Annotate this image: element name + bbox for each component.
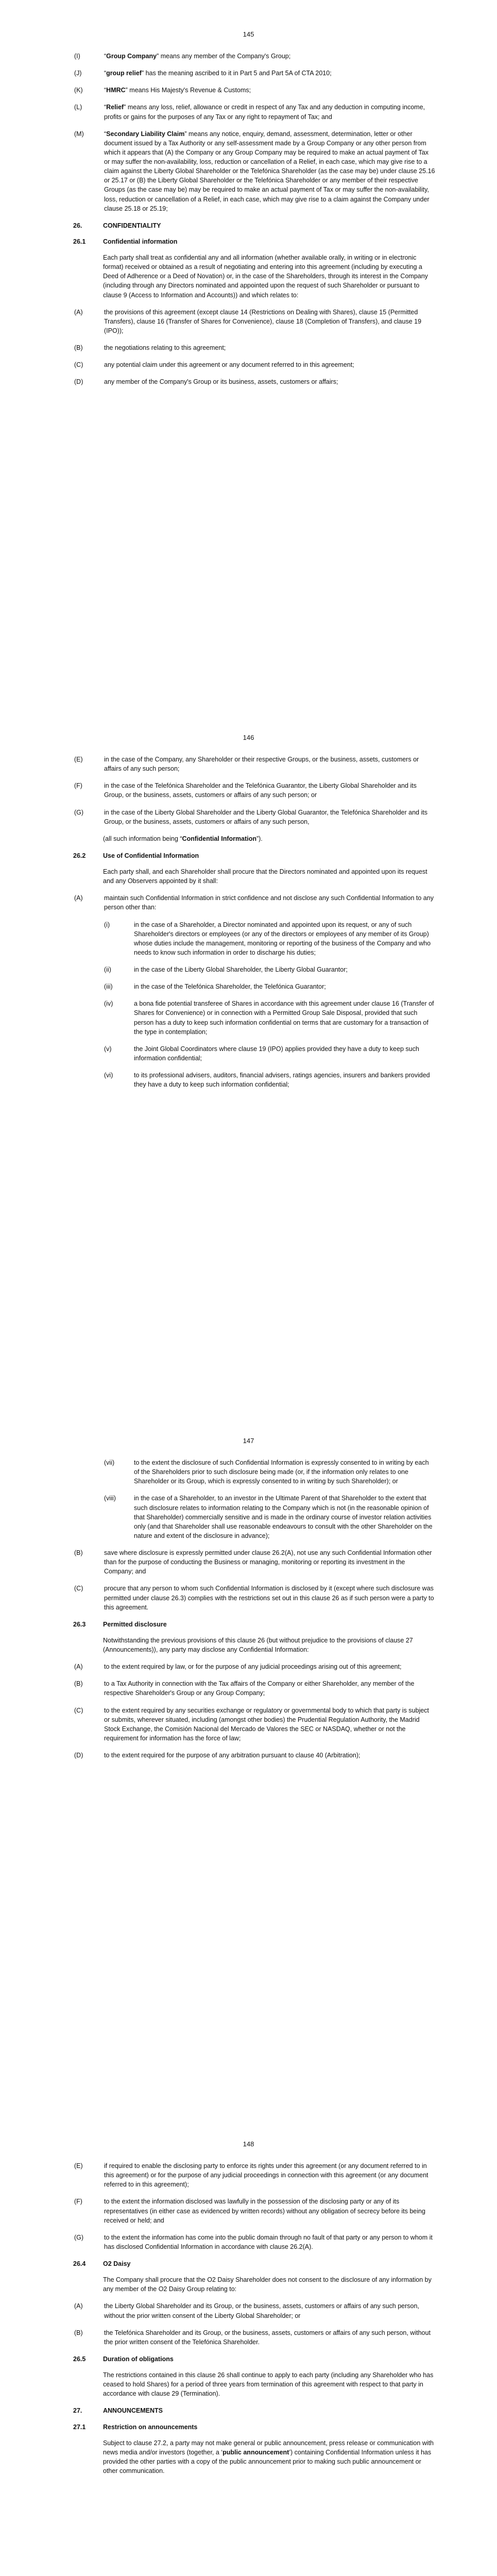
item-text: a bona fide potential transferee of Shares in accordance with this agreement under clause 16 (Transfer of Shares for Convenience) or in connection with a Permitted Group Sale Disposal, provided that such person has a duty to keep such information confidential on terms that are customary for a transaction of the type in contemplation; bbox=[134, 1000, 434, 1036]
item-label: (E) bbox=[74, 2162, 83, 2170]
item-text: in the case of the Company, any Shareholder or their respective Groups, or the business, assets, customers or affairs of any such person; bbox=[104, 756, 419, 773]
clause-paragraph: Each party shall treat as confidential any and all information (whether available orally, in writing or in electronic format) received or obtained as a result of negotiating and entering into this agreement (including by executing a Deed of Adherence or a Deed of Novation) or, in the case of the Shareholders, through its interest in the Company (including through any Directors nominated and appointed upon the request of such Shareholder or pursuant to clause 9 (Access to Information and Accounts)) and which relates to: bbox=[103, 254, 428, 299]
item-label: (ii) bbox=[104, 966, 111, 973]
clause-heading bbox=[73, 1620, 435, 1629]
item-text bbox=[104, 52, 435, 61]
page-body bbox=[73, 2161, 435, 2476]
list-item bbox=[73, 1679, 435, 1698]
item-text: to a Tax Authority in connection with the Tax affairs of the Company or either Shareholder, any member of the respective Shareholder's Group or any Group Company; bbox=[104, 1680, 415, 1697]
paragraph-text: (all such information being “ bbox=[103, 835, 182, 842]
sub-item bbox=[103, 1071, 435, 1089]
list-item bbox=[73, 69, 435, 78]
item-label: (B) bbox=[74, 344, 83, 351]
item-label: (C) bbox=[74, 1585, 83, 1592]
page-body bbox=[73, 1458, 435, 1760]
list-item bbox=[73, 1662, 435, 1671]
item-label: (vii) bbox=[104, 1459, 115, 1466]
list-item bbox=[73, 2161, 435, 2189]
item-text-part: ” means any loss, relief, allowance or credit in respect of any Tax and any deduction in computing income, profits or gains for the purposes of any Tax or any right to repayment of Tax; and bbox=[104, 104, 425, 121]
list-item bbox=[73, 2197, 435, 2225]
list-item bbox=[73, 103, 435, 121]
item-label: (i) bbox=[104, 921, 110, 928]
list-item bbox=[73, 308, 435, 335]
item-label: (F) bbox=[74, 782, 82, 790]
defined-term: group relief bbox=[106, 70, 142, 77]
clause-heading bbox=[73, 2406, 435, 2415]
clause-title: O2 Daisy bbox=[103, 2260, 131, 2267]
list-item bbox=[73, 52, 435, 61]
document-page bbox=[0, 1406, 497, 2110]
item-label: (G) bbox=[74, 2233, 84, 2241]
item-text: the Joint Global Coordinators where clause 19 (IPO) applies provided they have a duty to keep such information confidential; bbox=[134, 1045, 419, 1062]
item-label: (D) bbox=[74, 1752, 83, 1759]
item-text bbox=[104, 103, 435, 121]
item-text bbox=[104, 129, 435, 213]
item-text-part: ” means any notice, enquiry, demand, assessment, determination, letter or other document issued by a Tax Authority or any self-assessment made by a Group Company or any other person from which it appears that (A) the Company or any Group Company may be required to make an actual payment of Tax or may suffer the non-availability, loss, reduction or cancellation of a Relief, in each case, which may give rise to a claim against the Liberty Global Shareholder or the Telefónica Shareholder (as the case may be) under clause 25.16 or 25.17 or (B) the Liberty Global Shareholder or the Telefónica Shareholder or any member of their respective Groups (as the case may be) may be required to make an actual payment of Tax or may suffer the non-availability, loss, reduction or cancellation of a Relief, in each case, which may give rise to a claim against the Company under clause 25.18 or 25.19; bbox=[104, 130, 435, 212]
list-item bbox=[73, 1706, 435, 1743]
item-label: (A) bbox=[74, 894, 83, 902]
item-text-part: ” means His Majesty's Revenue & Customs; bbox=[125, 87, 251, 94]
item-text: the Liberty Global Shareholder and its Group, or the business, assets, customers or affairs of any such person, without the prior written consent of the Liberty Global Shareholder; or bbox=[104, 2302, 419, 2319]
item-label: (B) bbox=[74, 1549, 83, 1556]
sub-item bbox=[103, 999, 435, 1037]
item-text-part: ” has the meaning ascribed to it in Part 5 and Part 5A of CTA 2010; bbox=[141, 70, 332, 77]
item-label: (A) bbox=[74, 308, 83, 316]
item-text: in the case of the Telefónica Shareholder and the Telefónica Guarantor, the Liberty Global Shareholder and its Group, or the business, assets, customers or affairs of any such person; or bbox=[104, 782, 417, 799]
clause-paragraph bbox=[103, 2438, 435, 2476]
item-text: the Telefónica Shareholder and its Group, or the business, assets, customers or affairs of any such person, without the prior written consent of the Telefónica Shareholder. bbox=[104, 2329, 431, 2346]
paragraph-text: ’) containing Confidential Information unless it has provided the other parties with a copy of the public announcement prior to making such public announcement or other communication. bbox=[103, 2448, 432, 2475]
list-item bbox=[73, 781, 435, 800]
page-body bbox=[73, 52, 435, 386]
list-item bbox=[73, 129, 435, 213]
list-item bbox=[73, 86, 435, 95]
item-text-part: “ bbox=[104, 104, 107, 111]
clause-number: 26.4 bbox=[73, 2260, 86, 2267]
clause-heading bbox=[73, 2259, 435, 2268]
clause-title: Use of Confidential Information bbox=[103, 852, 199, 859]
defined-term: Confidential Information bbox=[182, 835, 256, 842]
item-text: to the extent required for the purpose of any arbitration pursuant to clause 40 (Arbitration); bbox=[104, 1752, 361, 1759]
defined-term: public announcement bbox=[222, 2448, 289, 2456]
item-text: any potential claim under this agreement or any document referred to in this agreement; bbox=[104, 361, 354, 369]
item-label: (K) bbox=[74, 87, 83, 94]
list-item bbox=[73, 343, 435, 352]
item-label: (iii) bbox=[104, 983, 113, 991]
sub-item bbox=[103, 1494, 435, 1540]
item-label: (L) bbox=[74, 104, 82, 111]
item-label: (B) bbox=[74, 2329, 83, 2336]
defined-term: Group Company bbox=[106, 53, 157, 60]
list-item bbox=[73, 893, 435, 912]
defined-term: HMRC bbox=[106, 87, 126, 94]
item-text: the negotiations relating to this agreement; bbox=[104, 344, 226, 351]
item-text-part: “ bbox=[104, 53, 107, 60]
item-text-part: “ bbox=[104, 70, 107, 77]
item-label: (I) bbox=[74, 53, 80, 60]
clause-heading bbox=[73, 851, 435, 860]
list-item bbox=[73, 1548, 435, 1576]
item-text-part: “ bbox=[104, 130, 107, 138]
clause-heading bbox=[73, 237, 435, 246]
list-item bbox=[73, 2301, 435, 2320]
item-label: (viii) bbox=[104, 1495, 116, 1502]
item-text bbox=[104, 69, 435, 78]
page-body bbox=[73, 755, 435, 1089]
item-label: (vi) bbox=[104, 1072, 113, 1079]
item-text: in the case of a Shareholder, a Director nominated and appointed upon its request, or any of such Shareholder's directors or employees (or any of the directors or employees of any member of its Group) whose duties include the management, monitoring or reporting of the business of the Company and who needs to know such information in order to discharge his duties; bbox=[134, 921, 431, 956]
page-number: 147 bbox=[243, 1437, 254, 1445]
list-item bbox=[73, 360, 435, 369]
item-text: to the extent required by law, or for the purpose of any judicial proceedings arising out of this agreement; bbox=[104, 1663, 402, 1671]
clause-number: 26.2 bbox=[73, 852, 86, 859]
defined-term: Relief bbox=[106, 104, 124, 111]
clause-number: 26.5 bbox=[73, 2355, 86, 2363]
item-label: (A) bbox=[74, 1663, 83, 1671]
item-text-part: ” means any member of the Company's Group; bbox=[157, 53, 291, 60]
clause-title: Permitted disclosure bbox=[103, 1620, 167, 1628]
clause-number: 27. bbox=[73, 2407, 82, 2415]
item-label: (B) bbox=[74, 1680, 83, 1688]
item-text bbox=[104, 86, 435, 95]
item-text: to the extent the information disclosed was lawfully in the possession of the disclosing party or any of its representatives (in either case as evidenced by written records) without any obligation of secrecy before its being received or held; and bbox=[104, 2198, 425, 2224]
item-label: (J) bbox=[74, 70, 82, 77]
item-label: (v) bbox=[104, 1045, 112, 1053]
item-text: the provisions of this agreement (except clause 14 (Restrictions on Dealing with Shares), clause 15 (Permitted Transfers), clause 16 (Transfer of Shares for Convenience), clause 18 (Completion of Transfers), and clause 19 (IPO)); bbox=[104, 308, 422, 334]
clause-title: ANNOUNCEMENTS bbox=[103, 2407, 163, 2415]
clause-number: 26. bbox=[73, 222, 82, 229]
list-item bbox=[73, 1751, 435, 1760]
sub-item bbox=[103, 920, 435, 958]
list-item bbox=[73, 2233, 435, 2251]
page-number: 145 bbox=[243, 30, 254, 38]
item-text-part: “ bbox=[104, 87, 107, 94]
clause-number: 26.3 bbox=[73, 1620, 86, 1628]
clause-paragraph: The Company shall procure that the O2 Daisy Shareholder does not consent to the disclosure of any information by any member of the O2 Daisy Group relating to: bbox=[103, 2276, 432, 2293]
item-label: (F) bbox=[74, 2198, 82, 2206]
clause-heading bbox=[73, 221, 435, 230]
list-item bbox=[73, 2328, 435, 2347]
item-text: save where disclosure is expressly permitted under clause 26.2(A), not use any such Confidential Information other than for the purpose of conducting the Business or managing, monitoring or reporting its investment in the Company; and bbox=[104, 1549, 432, 1575]
sub-item bbox=[103, 1458, 435, 1486]
sub-item bbox=[103, 1044, 435, 1063]
clause-heading bbox=[73, 2422, 435, 2432]
clause-title: Confidential information bbox=[103, 238, 178, 245]
document-page bbox=[0, 0, 497, 703]
clause-paragraph: Each party shall, and each Shareholder shall procure that the Directors nominated and appointed upon its request and any Observers appointed by it shall: bbox=[103, 868, 427, 885]
item-text: procure that any person to whom such Confidential Information is disclosed by it (except where such disclosure was permitted under clause 26.3) complies with the restrictions set out in this clause 26 as if such person were a party to this agreement. bbox=[104, 1585, 434, 1611]
item-label: (C) bbox=[74, 1706, 83, 1714]
clause-title: Duration of obligations bbox=[103, 2355, 174, 2363]
clause-paragraph bbox=[103, 834, 435, 843]
clause-paragraph: Notwithstanding the previous provisions of this clause 26 (but without prejudice to the provisions of clause 27 (Announcements)), any party may disclose any Confidential Information: bbox=[103, 1636, 413, 1653]
clause-title: Restriction on announcements bbox=[103, 2423, 198, 2431]
sub-item bbox=[103, 982, 435, 991]
item-text: to the extent the information has come into the public domain through no fault of that party or any person to whom it has disclosed Confidential Information in accordance with clause 26.2(A). bbox=[104, 2233, 433, 2250]
list-item bbox=[73, 377, 435, 386]
item-text: maintain such Confidential Information in strict confidence and not disclose any such Confidential Information to any person other than: bbox=[104, 894, 434, 911]
item-label: (D) bbox=[74, 378, 83, 386]
item-text: to its professional advisers, auditors, financial advisers, ratings agencies, insurers and bankers provided they have a duty to keep such information confidential; bbox=[134, 1072, 430, 1089]
paragraph-text: ”). bbox=[256, 835, 263, 842]
item-text: in the case of a Shareholder, to an investor in the Ultimate Parent of that Shareholder to the extent that such disclosure relates to information relating to the Company which is not (in the reasonable opinion of that Shareholder) commercially sensitive and is made in the ordinary course of investor relation activities only (and that Shareholder shall use reasonable endeavours to consult with the other Shareholder on the nature and extent of the disclosure in advance); bbox=[134, 1495, 433, 1539]
page-number: 146 bbox=[243, 734, 254, 741]
item-text: in the case of the Telefónica Shareholder, the Telefónica Guarantor; bbox=[134, 983, 326, 991]
clause-title: CONFIDENTIALITY bbox=[103, 222, 161, 229]
item-label: (C) bbox=[74, 361, 83, 369]
item-text: in the case of the Liberty Global Shareholder, the Liberty Global Guarantor; bbox=[134, 966, 348, 973]
item-text: to the extent the disclosure of such Confidential Information is expressly consented to in writing by each of the Shareholders prior to such disclosure being made (or, if the information only relates to one Shareholder or its Group, which is expressly consented to in writing by such Shareholder); or bbox=[134, 1459, 429, 1485]
item-label: (M) bbox=[74, 130, 84, 138]
item-label: (A) bbox=[74, 2302, 83, 2310]
paragraph-text: Subject to clause 27.2, a party may not make general or public announcement, press release or communication with news media and/or investors (together, a ‘ bbox=[103, 2439, 434, 2456]
item-text: in the case of the Liberty Global Shareholder and the Liberty Global Guarantor, the Telefónica Shareholder and its Group, or the business, assets, customers or affairs of any such person, bbox=[104, 808, 427, 825]
list-item bbox=[73, 1584, 435, 1612]
document-page bbox=[0, 2110, 497, 2576]
item-text: any member of the Company's Group or its business, assets, customers or affairs; bbox=[104, 378, 338, 386]
item-text: to the extent required by any securities exchange or regulatory or governmental body to which that party is subject or submits, wherever situated, including (amongst other bodies) the Prudential Regulation Authority, the Madrid Stock Exchange, the Comisión Nacional del Mercado de Valores the SEC or NASDAQ, whether or not the requirement for information has the force of law; bbox=[104, 1706, 429, 1742]
item-text: if required to enable the disclosing party to enforce its rights under this agreement (or any document referred to in this agreement) or for the purpose of any judicial proceedings in connection with this agreement (or any document referred to in this agreement); bbox=[104, 2162, 429, 2189]
list-item bbox=[73, 755, 435, 773]
defined-term: Secondary Liability Claim bbox=[106, 130, 185, 138]
page-number: 148 bbox=[243, 2140, 254, 2148]
clause-heading bbox=[73, 2354, 435, 2364]
list-item bbox=[73, 808, 435, 826]
item-label: (G) bbox=[74, 808, 84, 816]
clause-number: 27.1 bbox=[73, 2423, 86, 2431]
clause-number: 26.1 bbox=[73, 238, 86, 245]
document-page bbox=[0, 703, 497, 1406]
item-label: (E) bbox=[74, 756, 83, 763]
sub-item bbox=[103, 965, 435, 974]
clause-paragraph: The restrictions contained in this clause 26 shall continue to apply to each party (including any Shareholder who has ceased to hold Shares) for a period of three years from termination of this agreement with respect to that party in accordance with clause 29 (Termination). bbox=[103, 2371, 434, 2398]
item-label: (iv) bbox=[104, 1000, 113, 1008]
